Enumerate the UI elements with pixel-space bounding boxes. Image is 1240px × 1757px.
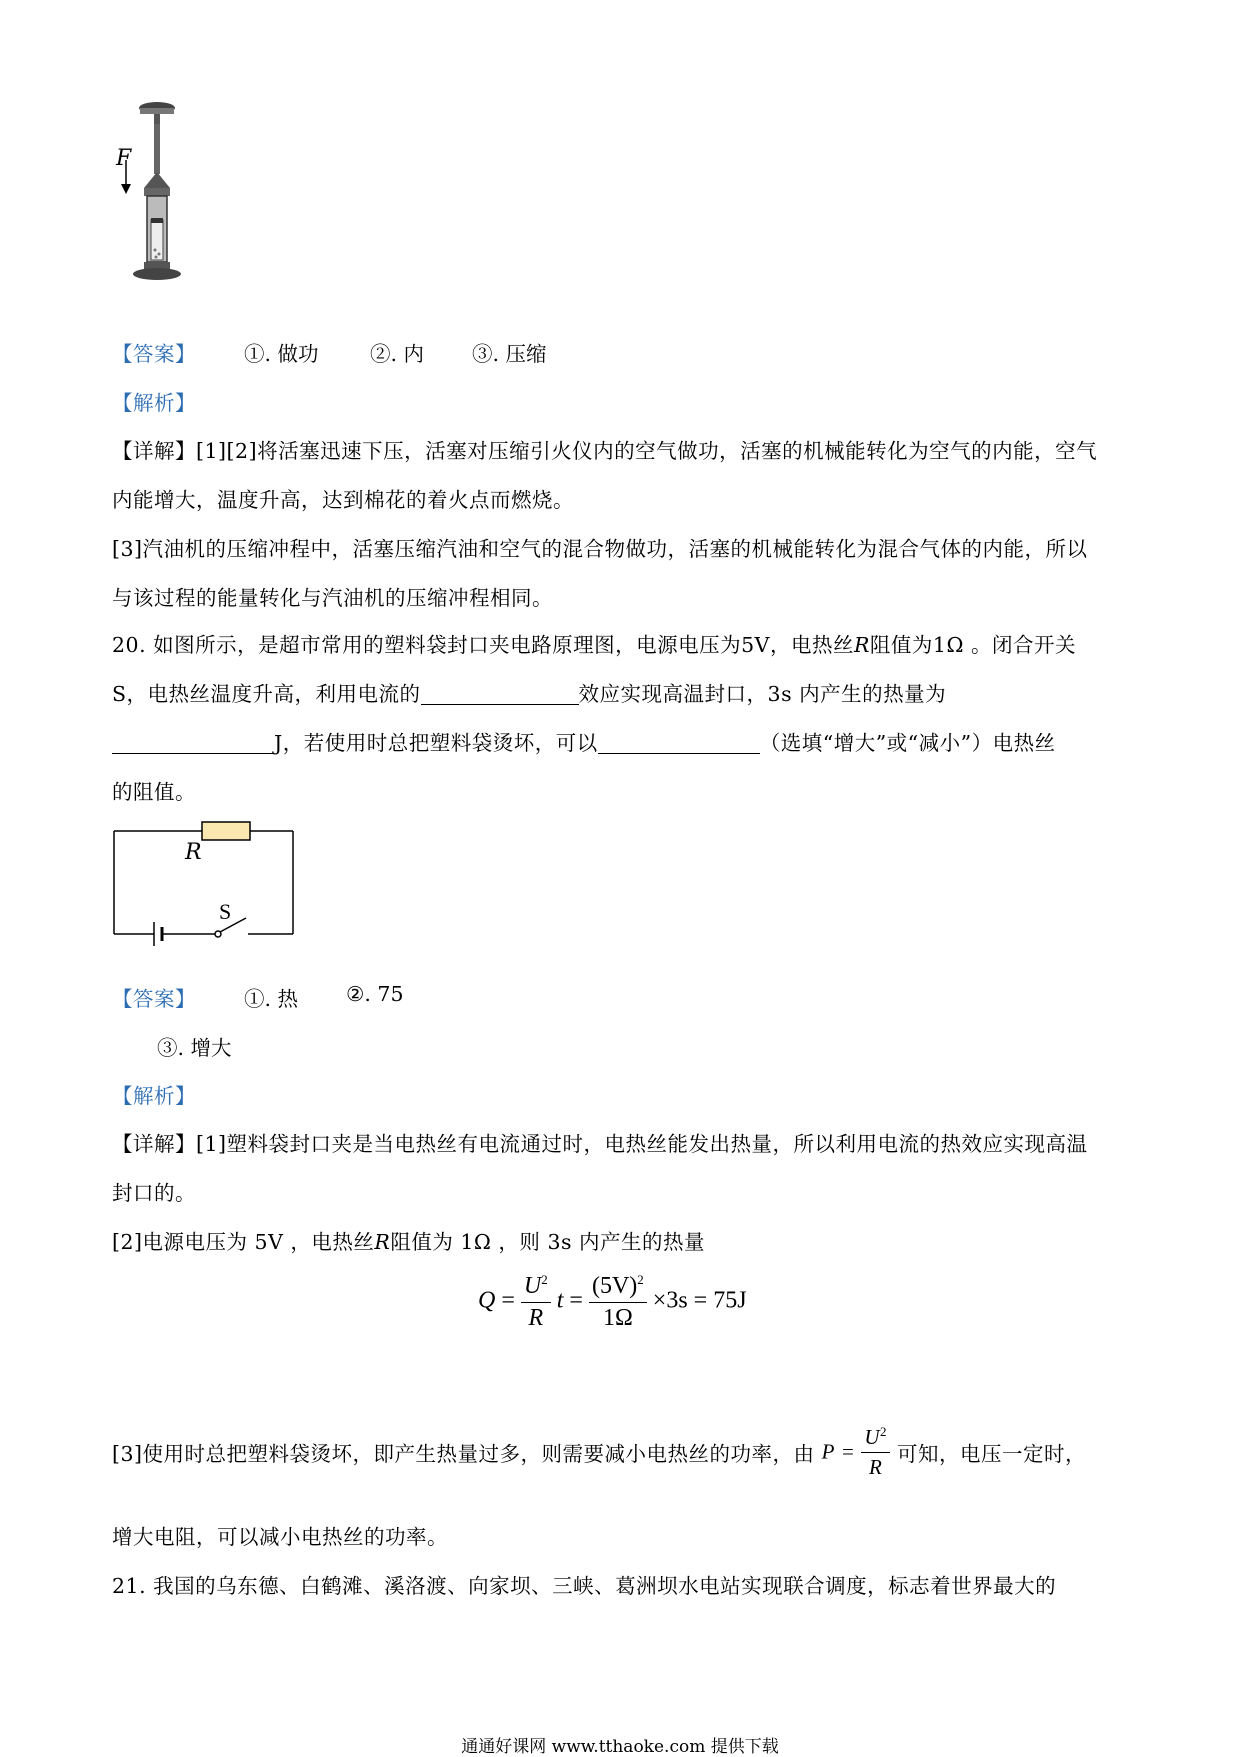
- fraction: [589, 1272, 647, 1332]
- answer-blank: [112, 733, 274, 754]
- detail-text: 封口的。: [112, 1181, 196, 1205]
- detail-text: [3]汽油机的压缩冲程中，活塞压缩汽油和空气的混合物做功，活塞的机械能转化为混合气体的内能，所以: [112, 537, 1088, 561]
- equation-symbol: Q: [478, 1287, 496, 1314]
- answer-item: ②. 75: [346, 982, 404, 1006]
- analysis-tag: 【解析】: [112, 1084, 196, 1108]
- answer-blank: [598, 733, 760, 754]
- equation-operator: =: [569, 1287, 583, 1314]
- question-text: 21. 我国的乌东德、白鹤滩、溪洛渡、向家坝、三峡、葛洲坝水电站实现联合调度，标志着世界最大的: [112, 1574, 1057, 1598]
- answer-tag: 【答案】: [112, 342, 196, 366]
- circuit-diagram: [110, 818, 300, 968]
- circuit-drawing: [110, 818, 300, 968]
- equation-symbol: t: [556, 1287, 564, 1314]
- exponent: 2: [541, 1272, 548, 1287]
- detail-text: 可知，电压一定时，: [897, 1442, 1087, 1466]
- force-label: F: [116, 146, 132, 171]
- question-text: 效应实现高温封口，3s 内产生的热量为: [578, 682, 947, 706]
- answer-item: ②. 内: [370, 342, 425, 366]
- detail-text: 增大电阻，可以减小电热丝的功率。: [112, 1525, 448, 1549]
- question-text: （选填“增大”或“减小”）电热丝: [759, 731, 1056, 755]
- answer-item: ①. 做功: [244, 342, 319, 366]
- equation-operator: =: [501, 1287, 515, 1314]
- answer-item: ③. 增大: [157, 1036, 232, 1060]
- switch-label: S: [219, 899, 232, 924]
- detail-text: [2]电源电压为 5V ，电热丝: [112, 1230, 375, 1254]
- answer-item: ①. 热: [244, 987, 299, 1011]
- heat-equation: [478, 1272, 747, 1332]
- fraction: [861, 1424, 890, 1480]
- question-text: 20. 如图所示，是超市常用的塑料袋封口夹电路原理图，电源电压为5V，电热丝: [112, 633, 854, 657]
- answer-item: ③. 压缩: [472, 342, 547, 366]
- equation-operator: =: [841, 1439, 855, 1464]
- exponent: 2: [637, 1272, 644, 1287]
- question-text: 的阻值。: [112, 780, 196, 804]
- equation-value: (5V): [591, 1273, 638, 1299]
- equation-symbol: R: [528, 1305, 544, 1331]
- equation-value: 1Ω: [602, 1305, 633, 1331]
- question-text: 阻值为1Ω 。闭合开关: [869, 633, 1076, 657]
- answer-blank: [421, 684, 579, 705]
- resistor-label: R: [185, 840, 202, 865]
- analysis-tag: 【解析】: [112, 391, 196, 415]
- equation-symbol: U: [864, 1425, 880, 1449]
- equation-value: ×3s = 75J: [652, 1287, 747, 1314]
- detail-text: [3]使用时总把塑料袋烫坏，即产生热量过多，则需要减小电热丝的功率，由: [112, 1442, 815, 1466]
- exponent: 2: [879, 1424, 887, 1439]
- equation-symbol: U: [523, 1273, 542, 1299]
- question-text: S，电热丝温度升高，利用电流的: [112, 682, 421, 706]
- detail-text: 【详解】[1]塑料袋封口夹是当电热丝有电流通过时，电热丝能发出热量，所以利用电流的热效应实现高温: [112, 1132, 1088, 1156]
- answer-tag: 【答案】: [112, 987, 196, 1011]
- detail-text: 阻值为 1Ω ，则 3s 内产生的热量: [390, 1230, 706, 1254]
- page-footer: 通通好课网 www.tthaoke.com 提供下载: [461, 1737, 779, 1757]
- question-20-line: [112, 677, 946, 707]
- question-text: J，若使用时总把塑料袋烫坏，可以: [274, 731, 598, 755]
- fire-syringe-drawing: [100, 100, 210, 310]
- detail-text-line: [112, 1225, 705, 1255]
- equation-symbol: R: [868, 1455, 883, 1479]
- fraction: [521, 1272, 551, 1332]
- detail-text: 与该过程的能量转化与汽油机的压缩冲程相同。: [112, 586, 553, 610]
- question-20-line: [112, 628, 1076, 658]
- equation-symbol: P: [821, 1439, 835, 1464]
- question-20-line: [112, 726, 1056, 756]
- resistor-symbol: R: [374, 1230, 391, 1254]
- detail-text: 内能增大，温度升高，达到棉花的着火点而燃烧。: [112, 488, 574, 512]
- detail-text-line: [112, 1424, 1086, 1480]
- detail-text: 【详解】[1][2]将活塞迅速下压，活塞对压缩引火仪内的空气做功，活塞的机械能转化为空气的内能，空气: [112, 439, 1098, 463]
- resistor-symbol: R: [853, 633, 870, 657]
- fire-syringe-figure: [100, 100, 210, 310]
